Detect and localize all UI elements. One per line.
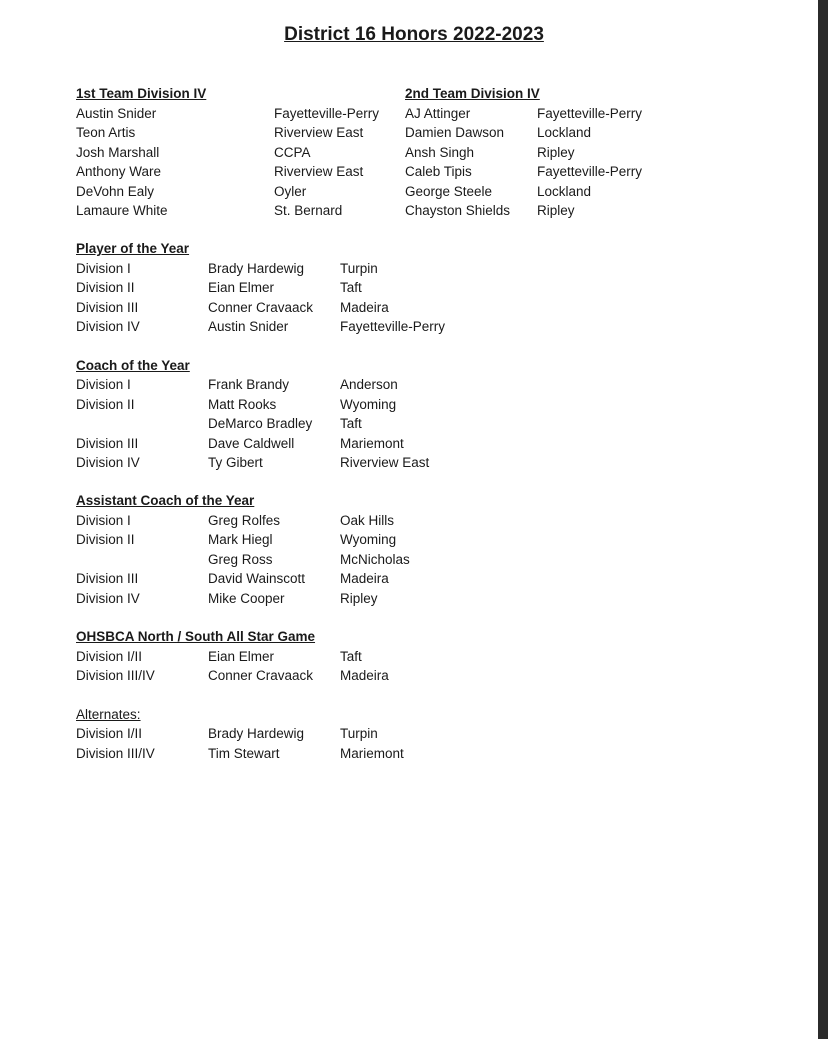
honoree-name: Eian Elmer (208, 648, 275, 664)
division-label: Division II (76, 280, 135, 295)
honoree-name: David Wainscott (208, 571, 306, 586)
school-name: Riverview East (274, 125, 364, 140)
honoree-name: Conner Cravaack (208, 299, 314, 315)
honoree-name: Tim Stewart (208, 745, 280, 761)
school-name: Fayetteville-Perry (340, 319, 446, 334)
division-label: Division I/II (76, 648, 143, 664)
school-name: Fayetteville-Perry (274, 105, 380, 121)
award-row (0, 414, 818, 434)
player-name: Anthony Ware (76, 164, 162, 179)
school-name: Turpin (340, 726, 378, 741)
honoree-name: Greg Rolfes (208, 512, 281, 528)
award-row (0, 317, 818, 337)
section-heading-row (0, 239, 818, 259)
player-name: DeVohn Ealy (76, 183, 155, 199)
team-headings (0, 84, 818, 104)
school-name: St. Bernard (274, 203, 343, 218)
school-name: Oyler (274, 183, 307, 199)
award-row (0, 395, 818, 415)
award-row (0, 569, 818, 589)
division-label: Division III (76, 435, 139, 451)
honoree-name: DeMarco Bradley (208, 416, 313, 431)
school-name: McNicholas (340, 551, 410, 567)
school-name: Turpin (340, 260, 378, 276)
first-team-heading: 1st Team Division IV (76, 86, 207, 101)
school-name: Taft (340, 280, 362, 295)
division-label: Division I (76, 260, 131, 276)
school-name: Riverview East (340, 455, 430, 470)
division-label: Division II (76, 532, 135, 547)
award-row (0, 550, 818, 570)
award-row (0, 434, 818, 454)
award-row (0, 278, 818, 298)
school-name: CCPA (274, 144, 311, 160)
honoree-name: Matt Rooks (208, 396, 277, 412)
division-label: Division IV (76, 319, 140, 334)
school-name: Wyoming (340, 396, 397, 412)
player-name: AJ Attinger (405, 105, 471, 121)
school-name: Riverview East (274, 164, 364, 179)
all-star-heading: OHSBCA North / South All Star Game (76, 629, 316, 644)
division-label: Division IV (76, 455, 140, 470)
honoree-name: Greg Ross (208, 551, 273, 567)
team-row (0, 104, 818, 124)
division-label: Division III (76, 571, 139, 586)
assistant-coach-heading: Assistant Coach of the Year (76, 493, 255, 508)
division-label: Division I/II (76, 726, 143, 741)
division-label: Division I (76, 512, 131, 528)
honoree-name: Mark Hiegl (208, 532, 273, 547)
division-label: Division I (76, 377, 131, 392)
school-name: Madeira (340, 668, 389, 683)
award-row (0, 744, 818, 764)
school-name: Mariemont (340, 745, 404, 761)
honoree-name: Frank Brandy (208, 377, 290, 392)
award-row (0, 453, 818, 473)
division-label: Division III (76, 299, 139, 315)
school-name: Taft (340, 416, 362, 431)
second-team-heading: 2nd Team Division IV (405, 86, 540, 101)
school-name: Taft (340, 648, 362, 664)
division-label: Division II (76, 396, 135, 412)
team-row (0, 162, 818, 182)
award-row (0, 589, 818, 609)
school-name: Fayetteville-Perry (537, 105, 643, 121)
team-row (0, 201, 818, 221)
award-row (0, 647, 818, 667)
section-heading-row (0, 627, 818, 647)
school-name: Fayetteville-Perry (537, 164, 643, 179)
division-label: Division IV (76, 590, 140, 606)
honoree-name: Brady Hardewig (208, 260, 305, 276)
school-name: Ripley (537, 203, 575, 218)
team-row (0, 182, 818, 202)
honoree-name: Eian Elmer (208, 280, 275, 295)
player-name: Chayston Shields (405, 203, 511, 218)
award-row (0, 724, 818, 744)
award-row (0, 375, 818, 395)
school-name: Lockland (537, 125, 592, 140)
award-row (0, 259, 818, 279)
player-name: Caleb Tipis (405, 164, 472, 179)
player-name: Ansh Singh (405, 144, 475, 160)
school-name: Oak Hills (340, 512, 395, 528)
honoree-name: Ty Gibert (208, 455, 263, 470)
award-row (0, 666, 818, 686)
honoree-name: Brady Hardewig (208, 726, 305, 741)
school-name: Madeira (340, 299, 389, 315)
award-row (0, 511, 818, 531)
player-of-year-heading: Player of the Year (76, 241, 190, 256)
honoree-name: Conner Cravaack (208, 668, 314, 683)
division-label: Division III/IV (76, 668, 155, 683)
page-title: District 16 Honors 2022-2023 (284, 24, 544, 45)
player-name: George Steele (405, 183, 493, 199)
team-row (0, 123, 818, 143)
coach-of-year-heading: Coach of the Year (76, 358, 190, 373)
division-label: Division III/IV (76, 745, 155, 761)
school-name: Wyoming (340, 532, 397, 547)
award-row (0, 298, 818, 318)
honoree-name: Mike Cooper (208, 590, 285, 606)
school-name: Lockland (537, 183, 592, 199)
school-name: Mariemont (340, 435, 404, 451)
section-heading-row (0, 705, 818, 725)
school-name: Madeira (340, 571, 389, 586)
player-name: Lamaure White (76, 203, 168, 218)
honoree-name: Austin Snider (208, 319, 289, 334)
player-name: Damien Dawson (405, 125, 505, 140)
section-heading-row (0, 356, 818, 376)
team-row (0, 143, 818, 163)
player-name: Teon Artis (76, 125, 136, 140)
school-name: Ripley (340, 590, 378, 606)
section-heading-row (0, 491, 818, 511)
player-name: Josh Marshall (76, 144, 160, 160)
player-name: Austin Snider (76, 105, 157, 121)
award-row (0, 530, 818, 550)
honoree-name: Dave Caldwell (208, 435, 295, 451)
school-name: Anderson (340, 377, 398, 392)
alternates-heading: Alternates: (76, 707, 141, 722)
school-name: Ripley (537, 144, 575, 160)
